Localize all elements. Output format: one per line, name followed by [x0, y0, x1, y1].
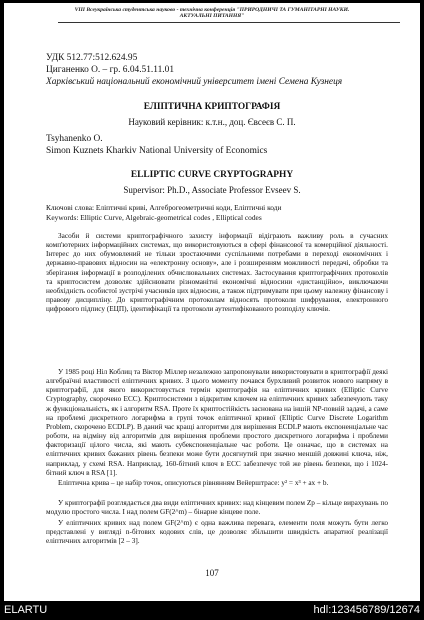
author-en: Tsyhanenko O. [46, 134, 103, 144]
body-paragraph-3: Еліптична крива – це набір точок, описуються рівнянням Вейерштрасе: y² = x³ + ax + b. [58, 479, 329, 487]
repository-footer [0, 601, 424, 620]
conference-header [4, 7, 420, 20]
keywords-en: Keywords: Elliptic Curve, Algebraic-geometrical codes , Elliptical codes [46, 213, 262, 222]
conference-header-line1: VIII Всеукраїнська студентська науково - технічна конференція "ПРИРОДНИЧІ ТА ГУМАНІТАРНІ НАУКИ. [74, 7, 350, 13]
conference-header-line2: АКТУАЛЬНІ ПИТАННЯ" [179, 13, 245, 20]
body-paragraph-5: У еліптичних кривих над полем GF(2^m) є одна важлива перевага, елементи поля можуть бути легко представлені у вигляді n-бітових кодових слів, це дозволяє збільшити швидкість апаратної реалізації еліптичних алгоритмів [2 – 3]. [46, 519, 388, 546]
supervisor-ua: Науковий керівник: к.т.н., доц. Євсеєв С. П. [128, 117, 296, 127]
title-ua: ЕЛІПТИЧНА КРИПТОГРАФІЯ [143, 102, 281, 112]
institution-en: Simon Kuznets Kharkiv National University of Economics [46, 146, 268, 156]
supervisor-en: Supervisor: Ph.D., Associate Professor Evseev S. [123, 185, 301, 195]
handle-id: hdl:123456789/12674 [313, 604, 420, 616]
keywords-ua: Ключові слова: Еліптичні криві, Алгеброгеометричні коди, Еліптичні коди [46, 203, 282, 212]
body-paragraph-4: У криптографії розглядається два види еліптичних кривих: над кінцевим полем Zp – кільце вирахувань по модулю простого числа. І над полем GF(2^m) – бінарне кінцеве поле. [46, 499, 388, 517]
udc-code: УДК 512.77:512.624.95 [46, 53, 138, 63]
repository-name: ELARTU [4, 604, 48, 616]
institution-ua: Харківський національний економічний університет імені Семена Кузнеця [46, 77, 343, 87]
page-number: 107 [205, 568, 219, 578]
title-en: ELLIPTIC CURVE CRYPTOGRAPHY [130, 170, 294, 180]
author-ua: Циганенко О. – гр. 6.04.51.11.01 [46, 65, 175, 75]
body-paragraph-2: У 1985 році Ніл Коблиц та Віктор Міллер незалежно запропонували використовувати в криптографії деякі алгебраїчні властивості еліптичних кривих. З цього моменту почався бурхливий розвиток нового напряму в криптографії, для якого використовується термін криптографія на еліптичних кривих (Elliptic Curve Cryptography, скорочено ECC). Криптосистеми з відкритим ключем на еліптичних кривих забезпечують таку ж функціональність, як і алгоритм RSA. Проте їх криптостійкість заснована на іншій NP-повній задачі, а саме на проблемі дискретного логарифма в групі точок еліптичної кривої (Elliptic Curve Discrete Logarithm Problem, скорочено ECDLP). В даний час кращі алгоритми для вирішення ECDLP мають експоненціальне час роботи, на відміну від алгоритмів для вирішення проблеми простого дискретного логарифма і проблеми факторизації цілого числа, які мають субекспоненціальне час роботи. Це означає, що в системах на еліптичних кривих бажаних рівень безпеки може бути досягнутий при значно меншій довжині ключа, ніж, наприклад, у схемі RSA. Наприклад, 160-бітний ключ в ECC забезпечує той же рівень безпеки, що і 1024-бітний ключ в RSA [1]. [46, 368, 388, 477]
header-divider [58, 22, 400, 23]
body-paragraph-1: Засоби й системи криптографічного захисту інформації відіграють важливу роль в сучасних комп'ютерних інформаційних системах, що використовуються в сфері фінансової та комерційної діяльності. Інтерес до них обумовлений не тільки зростаючими суспільними потребами в переході економічних і державно-правових відносин на «електронну основу», але і розширенням можливості передачі, обробки та зберігання інформації в розподілених обчислювальних системах. Застосування криптографічних протоколів та криптосистем дозволяє здійснювати різноманітні економічні відносини «дистанційно», виключаючи необхідність особистої зустрічі учасників цих відносин, а також підтримувати при цьому належну фінансову і правову дисципліну. До криптографічним протоколам відносять протоколи шифрування, електронного цифрового підпису (ЕЦП), ідентифікації та протоколи аутентифікованого розподілу ключів. [46, 232, 388, 314]
document-page [4, 3, 420, 601]
